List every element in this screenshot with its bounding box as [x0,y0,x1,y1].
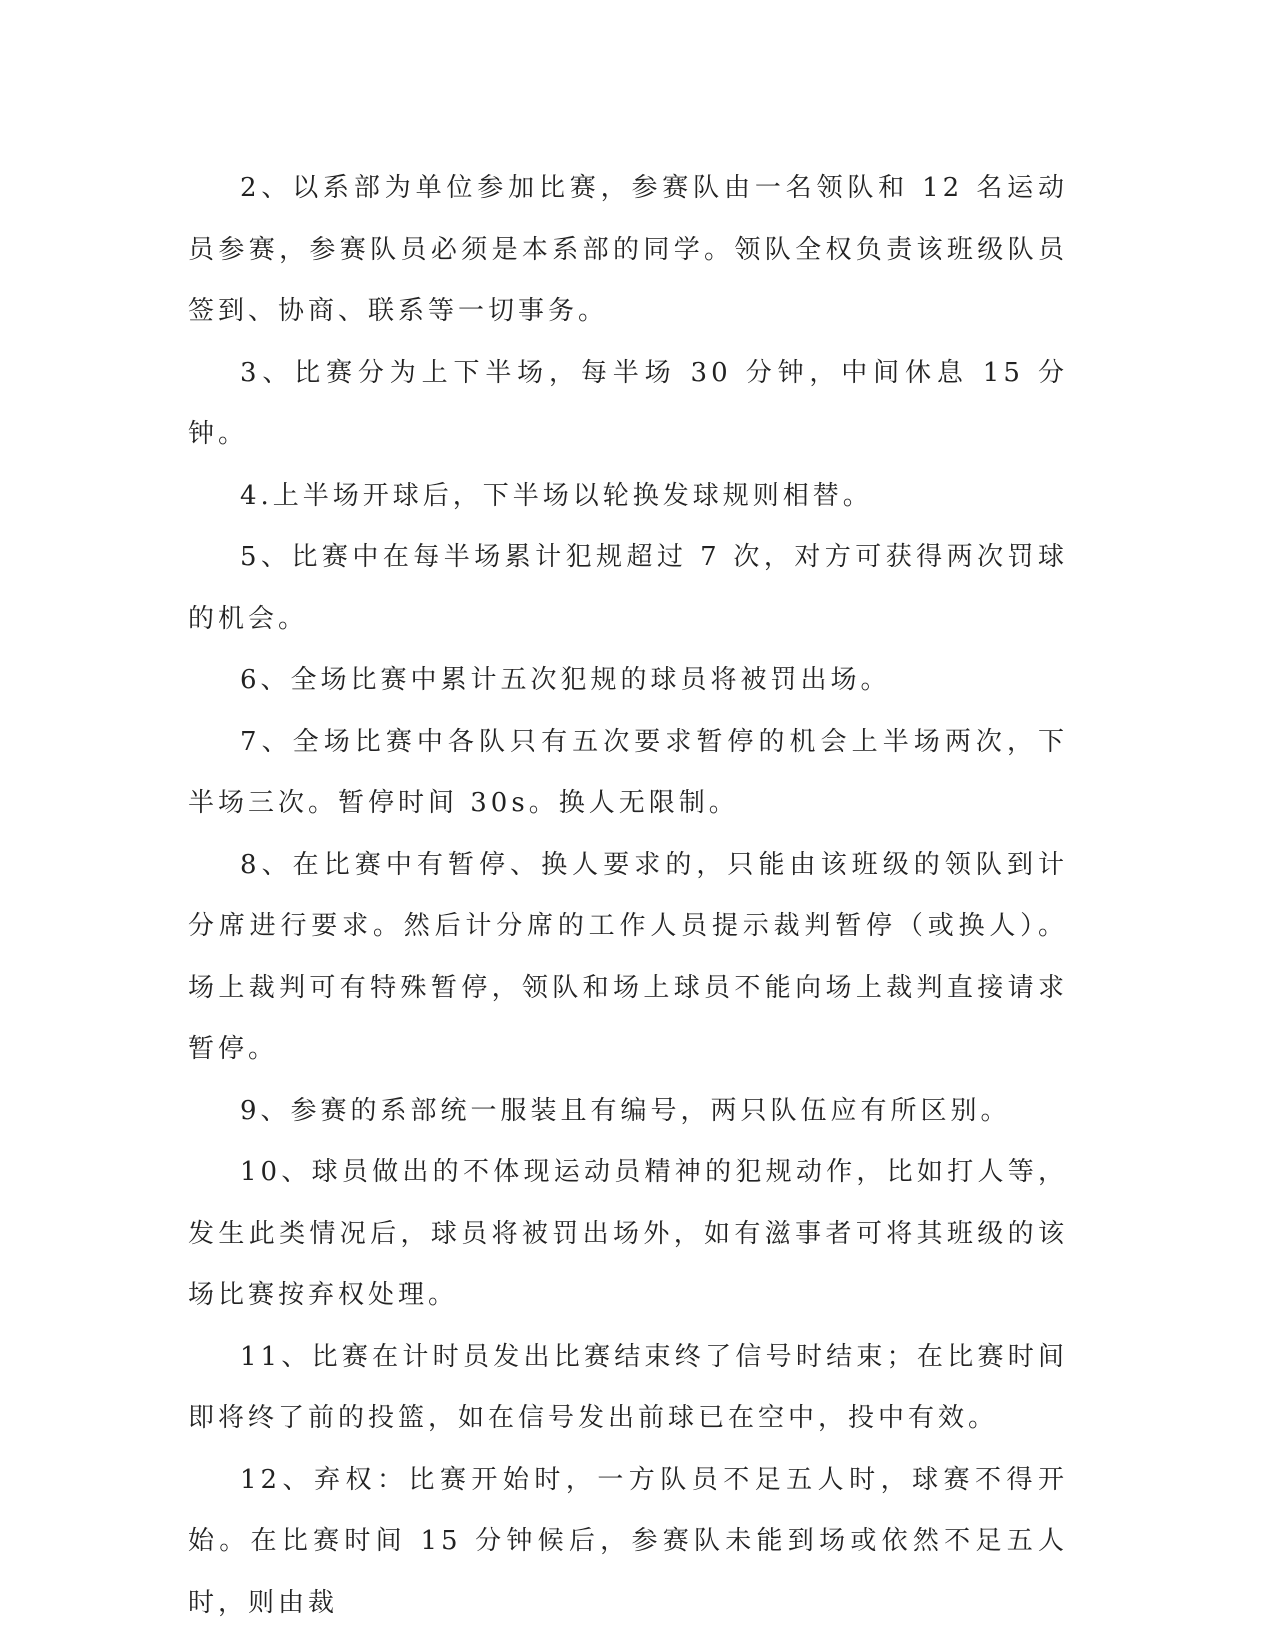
paragraph-rule-8: 8、在比赛中有暂停、换人要求的，只能由该班级的领队到计分席进行要求。然后计分席的工作人员提示裁判暂停（或换人）。场上裁判可有特殊暂停，领队和场上球员不能向场上裁判直接请求暂停。 [188,849,1068,1064]
paragraph-rule-6: 6、全场比赛中累计五次犯规的球员将被罚出场。 [240,665,891,695]
paragraph-rule-12: 12、弃权：比赛开始时，一方队员不足五人时，球赛不得开始。在比赛时间 15 分钟候后，参赛队未能到场或依然不足五人时，则由裁 [188,1464,1068,1618]
paragraph-rule-9: 9、参赛的系部统一服装且有编号，两只队伍应有所区别。 [240,1095,1011,1126]
paragraph-rule-3: 3、比赛分为上下半场，每半场 30 分钟，中间休息 15 分钟。 [188,357,1068,449]
paragraph-rule-10: 10、球员做出的不体现运动员精神的犯规动作，比如打人等，发生此类情况后，球员将被罚出场外，如有滋事者可将其班级的该场比赛按弃权处理。 [188,1157,1068,1310]
paragraph-rule-2: 2、以系部为单位参加比赛，参赛队由一名领队和 12 名运动员参赛，参赛队员必须是本系部的同学。领队全权负责该班级队员签到、协商、联系等一切事务。 [188,173,1068,326]
document-body [188,158,1068,1634]
paragraph-rule-11: 11、比赛在计时员发出比赛结束终了信号时结束；在比赛时间即将终了前的投篮，如在信号发出前球已在空中，投中有效。 [188,1341,1068,1433]
paragraph-rule-7: 7、全场比赛中各队只有五次要求暂停的机会上半场两次，下半场三次。暂停时间 30s。换人无限制。 [188,726,1068,818]
paragraph-rule-5: 5、比赛中在每半场累计犯规超过 7 次，对方可获得两次罚球的机会。 [188,542,1068,634]
paragraph-rule-4: 4.上半场开球后，下半场以轮换发球规则相替。 [240,480,873,511]
